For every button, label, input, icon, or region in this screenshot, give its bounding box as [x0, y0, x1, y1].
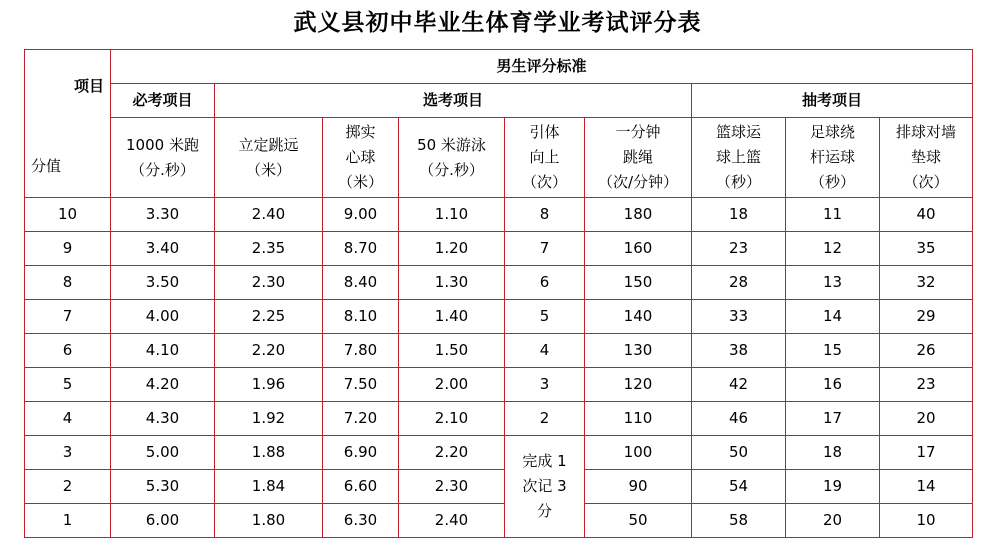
header-line: （秒） [715, 173, 761, 191]
header-line: （次） [521, 173, 567, 191]
table-row [25, 402, 973, 436]
header-line: 篮球运 [715, 123, 761, 141]
header-line: 心球 [345, 148, 376, 166]
value-cell: 17 [880, 436, 973, 470]
value-cell: 58 [692, 504, 786, 538]
table-row [25, 334, 973, 368]
header-line: 排球对墙 [896, 123, 957, 141]
header-line: 向上 [529, 148, 560, 166]
value-cell: 4.10 [111, 334, 215, 368]
value-cell: 1.88 [215, 436, 323, 470]
value-cell: 1.40 [399, 300, 505, 334]
value-cell: 7 [505, 232, 585, 266]
header-line: 足球绕 [809, 123, 855, 141]
score-cell: 9 [25, 232, 111, 266]
value-cell: 180 [585, 198, 692, 232]
value-cell: 4.00 [111, 300, 215, 334]
value-cell: 6.90 [323, 436, 399, 470]
col-1000m-run-header [111, 118, 215, 198]
value-cell: 1.20 [399, 232, 505, 266]
col-volleyball-header [880, 118, 973, 198]
value-cell: 17 [786, 402, 880, 436]
table-row [25, 470, 973, 504]
group-required: 必考项目 [111, 84, 215, 118]
table-row [25, 504, 973, 538]
value-cell: 4.30 [111, 402, 215, 436]
value-cell: 54 [692, 470, 786, 504]
value-cell: 13 [786, 266, 880, 300]
value-cell: 40 [880, 198, 973, 232]
table-row [25, 198, 973, 232]
value-cell: 42 [692, 368, 786, 402]
header-line: （米） [337, 173, 383, 191]
score-cell: 8 [25, 266, 111, 300]
col-standing-jump-header [215, 118, 323, 198]
value-cell: 2.20 [399, 436, 505, 470]
value-cell: 100 [585, 436, 692, 470]
value-cell: 1.92 [215, 402, 323, 436]
score-cell: 2 [25, 470, 111, 504]
item-label: 项目 [73, 77, 104, 95]
value-cell: 110 [585, 402, 692, 436]
score-table [24, 49, 973, 538]
value-cell: 160 [585, 232, 692, 266]
col-basketball-header [692, 118, 786, 198]
value-cell: 120 [585, 368, 692, 402]
header-line: （分.秒） [130, 160, 195, 179]
header-line: 杆运球 [809, 148, 855, 166]
value-cell: 2 [505, 402, 585, 436]
score-cell: 4 [25, 402, 111, 436]
score-label: 分值 [31, 157, 62, 175]
table-row [25, 266, 973, 300]
pullup-note-cell [505, 436, 585, 538]
value-cell: 6.30 [323, 504, 399, 538]
value-cell: 4 [505, 334, 585, 368]
table-row [25, 368, 973, 402]
group-elective: 选考项目 [215, 84, 692, 118]
value-cell: 15 [786, 334, 880, 368]
value-cell: 32 [880, 266, 973, 300]
header-line: 垫球 [911, 148, 942, 166]
value-cell: 1.84 [215, 470, 323, 504]
pullup-note-line: 分 [536, 502, 552, 520]
header-line: 跳绳 [622, 148, 653, 166]
value-cell: 8 [505, 198, 585, 232]
score-cell: 6 [25, 334, 111, 368]
value-cell: 23 [880, 368, 973, 402]
value-cell: 1.30 [399, 266, 505, 300]
table-row [25, 300, 973, 334]
value-cell: 19 [786, 470, 880, 504]
value-cell: 3.40 [111, 232, 215, 266]
value-cell: 2.10 [399, 402, 505, 436]
value-cell: 3 [505, 368, 585, 402]
header-line: （次/分钟） [597, 173, 679, 191]
value-cell: 2.30 [399, 470, 505, 504]
group-drawn: 抽考项目 [692, 84, 973, 118]
value-cell: 4.20 [111, 368, 215, 402]
score-cell: 10 [25, 198, 111, 232]
value-cell: 8.10 [323, 300, 399, 334]
score-cell: 7 [25, 300, 111, 334]
value-cell: 2.40 [399, 504, 505, 538]
header-line: （秒） [809, 173, 855, 191]
value-cell: 5 [505, 300, 585, 334]
section-title: 男生评分标准 [111, 50, 973, 84]
value-cell: 5.00 [111, 436, 215, 470]
table-row [25, 436, 973, 470]
value-cell: 20 [786, 504, 880, 538]
pullup-note-line: 次记 3 [522, 477, 567, 495]
value-cell: 7.20 [323, 402, 399, 436]
value-cell: 1.96 [215, 368, 323, 402]
value-cell: 11 [786, 198, 880, 232]
header-line: 掷实 [345, 123, 376, 141]
corner-header-cell [25, 50, 111, 198]
value-cell: 2.30 [215, 266, 323, 300]
header-line: 球上篮 [715, 148, 761, 166]
value-cell: 50 [585, 504, 692, 538]
header-line: （次） [903, 173, 949, 191]
value-cell: 50 [692, 436, 786, 470]
value-cell: 16 [786, 368, 880, 402]
value-cell: 29 [880, 300, 973, 334]
value-cell: 18 [692, 198, 786, 232]
header-line: 50 米游泳 [417, 135, 486, 154]
value-cell: 14 [880, 470, 973, 504]
value-cell: 10 [880, 504, 973, 538]
value-cell: 23 [692, 232, 786, 266]
page-title: 武义县初中毕业生体育学业考试评分表 [293, 9, 702, 36]
value-cell: 8.40 [323, 266, 399, 300]
value-cell: 20 [880, 402, 973, 436]
score-cell: 3 [25, 436, 111, 470]
pullup-note-line: 完成 1 [522, 452, 567, 470]
value-cell: 9.00 [323, 198, 399, 232]
value-cell: 140 [585, 300, 692, 334]
value-cell: 14 [786, 300, 880, 334]
value-cell: 2.40 [215, 198, 323, 232]
value-cell: 18 [786, 436, 880, 470]
value-cell: 6 [505, 266, 585, 300]
header-line: 一分钟 [615, 123, 661, 141]
table-row [25, 232, 973, 266]
col-50m-swim-header [399, 118, 505, 198]
value-cell: 90 [585, 470, 692, 504]
value-cell: 2.25 [215, 300, 323, 334]
header-line: 立定跳远 [238, 135, 299, 154]
value-cell: 6.60 [323, 470, 399, 504]
value-cell: 28 [692, 266, 786, 300]
value-cell: 35 [880, 232, 973, 266]
value-cell: 38 [692, 334, 786, 368]
value-cell: 2.35 [215, 232, 323, 266]
header-line: 引体 [529, 123, 560, 141]
col-rope-skip-header [585, 118, 692, 198]
header-line: （分.秒） [419, 160, 484, 179]
value-cell: 150 [585, 266, 692, 300]
value-cell: 130 [585, 334, 692, 368]
score-cell: 1 [25, 504, 111, 538]
value-cell: 5.30 [111, 470, 215, 504]
header-line: 1000 米跑 [126, 135, 199, 154]
value-cell: 6.00 [111, 504, 215, 538]
value-cell: 7.50 [323, 368, 399, 402]
value-cell: 46 [692, 402, 786, 436]
header-line: （米） [245, 160, 291, 179]
value-cell: 26 [880, 334, 973, 368]
value-cell: 2.00 [399, 368, 505, 402]
col-pullup-header [505, 118, 585, 198]
value-cell: 1.50 [399, 334, 505, 368]
col-shot-ball-header [323, 118, 399, 198]
value-cell: 1.10 [399, 198, 505, 232]
value-cell: 33 [692, 300, 786, 334]
value-cell: 7.80 [323, 334, 399, 368]
value-cell: 3.50 [111, 266, 215, 300]
value-cell: 2.20 [215, 334, 323, 368]
value-cell: 12 [786, 232, 880, 266]
value-cell: 1.80 [215, 504, 323, 538]
col-football-header [786, 118, 880, 198]
value-cell: 8.70 [323, 232, 399, 266]
score-cell: 5 [25, 368, 111, 402]
value-cell: 3.30 [111, 198, 215, 232]
